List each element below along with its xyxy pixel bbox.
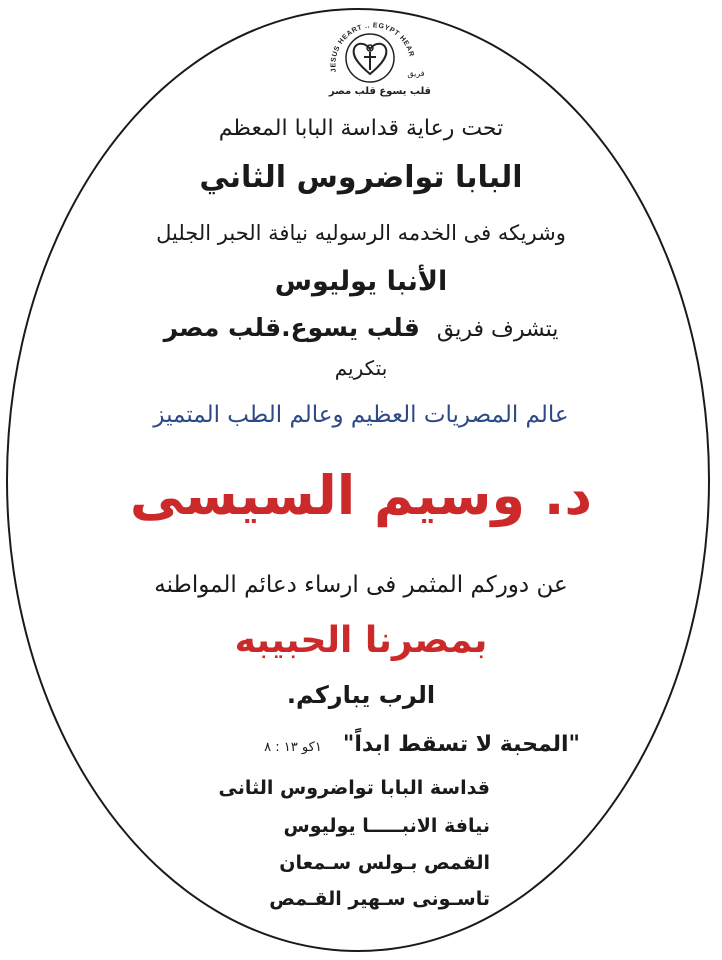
heart-logo-icon <box>318 14 430 104</box>
quote-line <box>140 732 580 757</box>
team-name: قلب يسوع.قلب مصر <box>163 313 420 342</box>
honoree-name: د. وسيم السيسى <box>129 464 593 527</box>
reason-line: عن دوركم المثمر فى ارساء دعائم المواطنه <box>154 572 568 598</box>
patronage-line: تحت رعاية قداسة البابا المعظم <box>218 116 504 141</box>
honor-line <box>80 313 642 342</box>
signature-line: القمص بـولس سـمعان <box>279 852 490 874</box>
blessing-line: الرب يباركم. <box>286 681 436 709</box>
signature-line: نيافة الانبـــــا يوليوس <box>283 815 490 837</box>
country-line: بمصرنا الحبيبه <box>234 620 488 661</box>
logo-caption-top: فريق <box>407 69 425 78</box>
logo-caption-bottom: قلب يسوع قلب مصر <box>328 86 430 97</box>
honoring-line: بتكريم <box>334 356 388 380</box>
honor-prefix: يتشرف فريق <box>436 317 559 342</box>
bishop-name: الأنبا يوليوس <box>274 266 448 297</box>
pope-name: البابا تواضروس الثاني <box>199 160 523 195</box>
signature-line: قداسة البابا تواضروس الثانى <box>218 777 490 799</box>
verse-reference: ١كو ١٣ : ٨ <box>264 740 322 755</box>
honoree-title: عالم المصريات العظيم وعالم الطب المتميز <box>153 402 569 428</box>
team-logo <box>318 14 430 104</box>
signature-line: تاسـونى سـهير القـمص <box>269 888 490 910</box>
partner-line: وشريكه فى الخدمه الرسوليه نيافة الحبر الجليل <box>156 221 566 245</box>
svg-text:JESUS HEART .. EGYPT HEART TEA: JESUS HEART .. EGYPT HEAR <box>330 22 415 73</box>
bible-quote: "المحبة لا تسقط ابداً" <box>342 732 580 757</box>
